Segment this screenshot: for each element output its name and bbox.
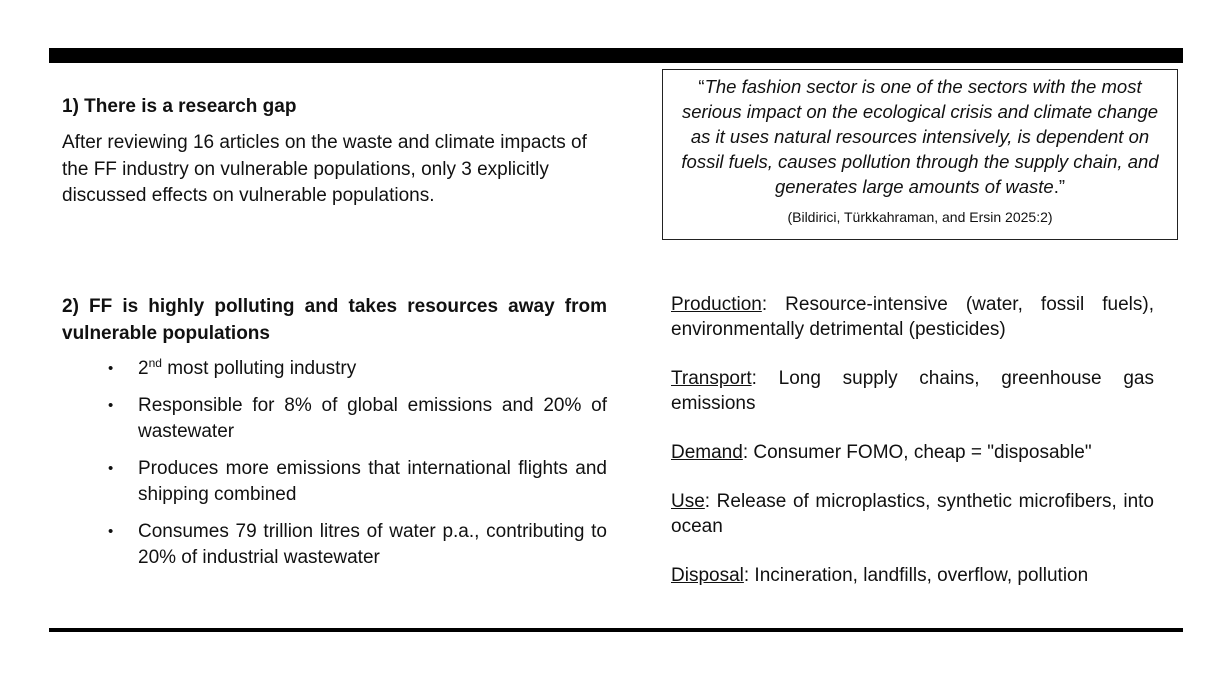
research-gap-body: After reviewing 16 articles on the waste and climate impacts of the FF industry on vulnerable populations, only 3 explicitly discussed effects on vulnerable populations. (62, 132, 587, 206)
polluting-bullet-list (62, 356, 607, 582)
bullet-text: Responsible for 8% of global emissions and 20% of wastewater (138, 394, 607, 442)
bullet-icon: • (108, 522, 114, 540)
quote-box (662, 69, 1178, 240)
bullet-text: most polluting industry (161, 358, 357, 379)
lifecycle-list (671, 292, 1154, 612)
bullet-text: Produces more emissions that international flights and shipping combined (138, 457, 607, 505)
list-item (62, 519, 607, 572)
research-gap-title: 1) There is a research gap (62, 96, 297, 117)
lifecycle-term: Disposal (671, 565, 744, 586)
bullet-prefix: 2 (138, 358, 149, 379)
bullet-icon: • (108, 396, 114, 414)
lifecycle-desc: : Consumer FOMO, cheap = "disposable" (742, 442, 1092, 463)
footer-rule (49, 628, 1183, 632)
quote-close-mark: .” (1053, 176, 1065, 197)
lifecycle-production (671, 292, 1154, 342)
lifecycle-desc: : Resource-intensive (water, fossil fuels), environmentally detrimental (pesticides) (671, 294, 1154, 340)
quote-body: The fashion sector is one of the sectors with the most serious impact on the ecological crisis and climate change as it uses natural resources intensively, is dependent on fossil fuels, causes pollution through the supply chain, and generates large amounts of waste (681, 76, 1159, 197)
lifecycle-desc: : Release of microplastics, synthetic microfibers, into ocean (671, 491, 1154, 537)
polluting-title: 2) FF is highly polluting and takes resources away from vulnerable populations (62, 296, 607, 344)
lifecycle-disposal (671, 563, 1154, 588)
lifecycle-use (671, 489, 1154, 539)
bullet-icon: • (108, 360, 114, 377)
quote-open-mark: “ (698, 76, 705, 97)
lifecycle-term: Production (671, 294, 762, 315)
bullet-text: Consumes 79 trillion litres of water p.a., contributing to 20% of industrial wastewater (138, 520, 607, 568)
quote-text (671, 74, 1169, 199)
list-item (62, 393, 607, 446)
lifecycle-term: Transport (671, 368, 752, 389)
lifecycle-desc: : Long supply chains, greenhouse gas emissions (671, 368, 1154, 414)
lifecycle-demand (671, 440, 1154, 465)
lifecycle-term: Use (671, 491, 705, 512)
lifecycle-transport (671, 366, 1154, 416)
lifecycle-desc: : Incineration, landfills, overflow, pollution (743, 565, 1089, 586)
lifecycle-term: Demand (671, 442, 743, 463)
bullet-icon: • (108, 459, 114, 477)
list-item (62, 456, 607, 509)
bullet-superscript: nd (148, 356, 162, 370)
quote-citation: (Bildirici, Türkkahraman, and Ersin 2025:2) (787, 209, 1053, 225)
list-item (62, 356, 607, 383)
header-bar (49, 48, 1183, 63)
